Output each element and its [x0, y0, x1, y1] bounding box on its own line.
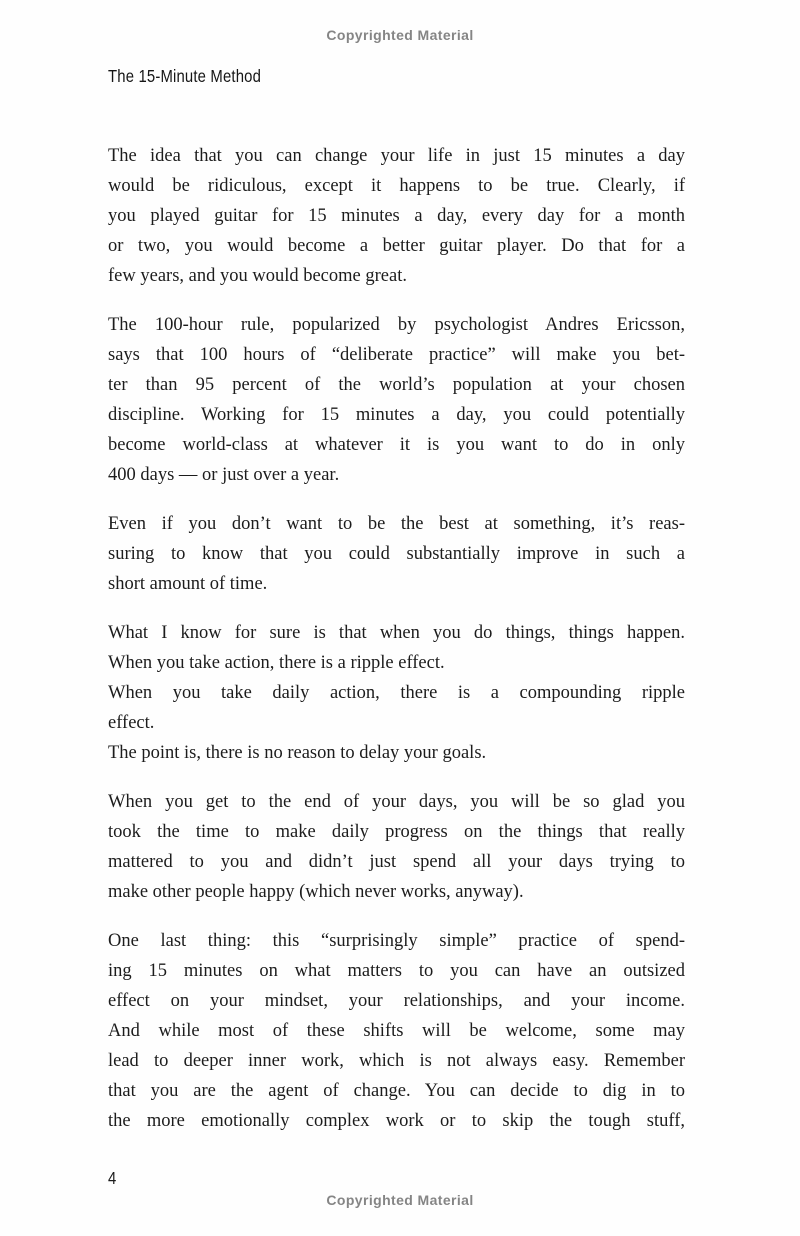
- body-line: When you get to the end of your days, you will be so glad you: [108, 792, 685, 812]
- body-line: discipline. Working for 15 minutes a day, you could potentially: [108, 405, 685, 425]
- body-line: ing 15 minutes on what matters to you can have an outsized: [108, 961, 685, 981]
- body-line: the more emotionally complex work or to skip the tough stuff,: [108, 1111, 685, 1131]
- body-line: you played guitar for 15 minutes a day, every day for a month: [108, 206, 685, 226]
- copyright-watermark-bottom: Copyrighted Material: [326, 1192, 474, 1208]
- body-line: mattered to you and didn’t just spend all your days trying to: [108, 852, 685, 872]
- body-line: The point is, there is no reason to delay your goals.: [108, 743, 487, 763]
- body-line: would be ridiculous, except it happens to be true. Clearly, if: [108, 176, 685, 196]
- body-line: make other people happy (which never works, anyway).: [108, 882, 524, 902]
- paragraph: [108, 310, 685, 490]
- body-line: that you are the agent of change. You can decide to dig in to: [108, 1081, 685, 1101]
- page-number: 4: [108, 1168, 117, 1188]
- body-line: effect.: [108, 713, 155, 733]
- paragraph: [108, 618, 685, 768]
- running-header: The 15-Minute Method: [108, 66, 262, 86]
- body-line: says that 100 hours of “deliberate practice” will make you bet-: [108, 345, 685, 365]
- body-line: took the time to make daily progress on the things that really: [108, 822, 685, 842]
- body-line: When you take daily action, there is a compounding ripple: [108, 683, 685, 703]
- body-line: When you take action, there is a ripple effect.: [108, 653, 445, 673]
- copyright-watermark-top: Copyrighted Material: [326, 27, 474, 43]
- body-line: And while most of these shifts will be welcome, some may: [108, 1021, 685, 1041]
- body-line: suring to know that you could substantially improve in such a: [108, 544, 685, 564]
- body-line: few years, and you would become great.: [108, 266, 407, 286]
- page-body: [108, 141, 685, 1136]
- body-line: 400 days — or just over a year.: [108, 465, 340, 485]
- body-line: Even if you don’t want to be the best at something, it’s reas-: [108, 514, 685, 534]
- body-line: become world-class at whatever it is you want to do in only: [108, 435, 685, 455]
- body-line: One last thing: this “surprisingly simple” practice of spend-: [108, 931, 685, 951]
- body-line: or two, you would become a better guitar player. Do that for a: [108, 236, 685, 256]
- paragraph: [108, 141, 685, 291]
- body-line: ter than 95 percent of the world’s population at your chosen: [108, 375, 685, 395]
- paragraph: [108, 787, 685, 907]
- body-line: effect on your mindset, your relationships, and your income.: [108, 991, 685, 1011]
- body-line: The 100-hour rule, popularized by psychologist Andres Ericsson,: [108, 315, 685, 335]
- paragraph: [108, 509, 685, 599]
- body-line: The idea that you can change your life in just 15 minutes a day: [108, 146, 685, 166]
- body-line: lead to deeper inner work, which is not always easy. Remember: [108, 1051, 685, 1071]
- body-line: What I know for sure is that when you do things, things happen.: [108, 623, 685, 643]
- body-line: short amount of time.: [108, 574, 268, 594]
- paragraph: [108, 926, 685, 1136]
